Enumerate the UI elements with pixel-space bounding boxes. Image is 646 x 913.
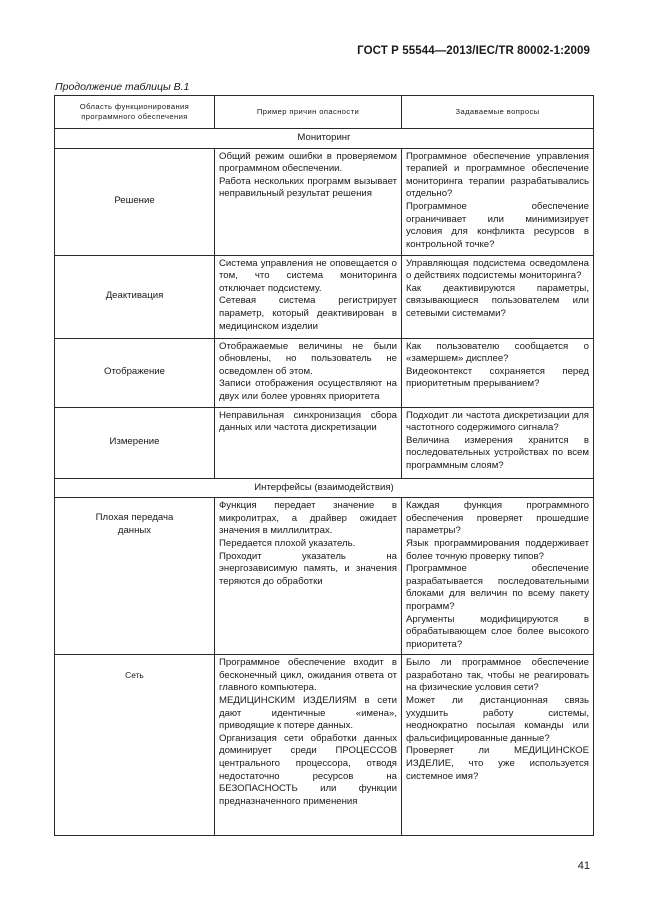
hazard-table	[54, 95, 594, 836]
question-cell	[402, 498, 594, 655]
cause-cell	[215, 655, 402, 836]
table-row	[55, 655, 594, 836]
column-header: Пример причин опасности	[215, 96, 402, 129]
column-header: Задаваемые вопросы	[402, 96, 594, 129]
cause-text: Отображаемые величины не были обновлены, но пользователь не осведомлен об этом.	[219, 340, 397, 377]
question-text: Как пользователю сообщается о «замершем» дисплее?	[406, 340, 589, 365]
question-text: Величина измерения хранится в последовательных устройствах по всем программным слоям?	[406, 434, 589, 471]
area-cell: Измерение	[55, 407, 215, 478]
cause-text: Передается плохой указатель.	[219, 537, 356, 549]
question-cell	[402, 338, 594, 407]
question-text: Подходит ли частота дискретизации для частотного содержимого сигнала?	[406, 409, 589, 434]
question-text: Программное обеспечение ограничивает или минимизирует условия для конфликта ресурсов в контрольной точке?	[406, 200, 589, 250]
cause-text: Система управления не оповещается о том, что система мониторинга отключает подсистему.	[219, 257, 397, 294]
standard-header: ГОСТ Р 55544—2013/IEC/TR 80002-1:2009	[357, 45, 590, 57]
question-text: Управляющая подсистема осведомлена о действиях подсистемы мониторинга?	[406, 257, 589, 282]
cause-text: Неправильная синхронизация сбора данных или частота дискретизации	[219, 409, 397, 434]
question-text: Может ли дистанционная связь ухудшить работу системы, неоднократно посылая команды или фальсифицированные данные?	[406, 695, 589, 744]
table-row	[55, 148, 594, 255]
cause-text: Проходит указатель на энергозависимую память, и значения теряются до обработки	[219, 550, 397, 587]
cause-cell	[215, 255, 402, 338]
table-row	[55, 498, 594, 655]
cause-cell	[215, 407, 402, 478]
cause-text: Записи отображения осуществляют на двух или более уровнях приоритета	[219, 378, 397, 402]
cause-cell	[215, 148, 402, 255]
cause-cell	[215, 338, 402, 407]
question-text: Аргументы модифицируются в обрабатывающем слое более высокого приоритета?	[406, 613, 589, 650]
question-text: Как деактивируются параметры, связывающиеся пользователем или сетевыми системами?	[406, 282, 589, 319]
question-text: Было ли программное обеспечение разработано так, чтобы не реагировать на физические условия сети?	[406, 657, 589, 694]
area-cell: Плохая передача данных	[55, 498, 215, 655]
question-cell	[402, 655, 594, 836]
section-title: Интерфейсы (взаимодействия)	[55, 478, 594, 498]
table-row	[55, 407, 594, 478]
cause-text: Работа нескольких программ вызывает неправильный результат решения	[219, 175, 397, 200]
question-text: Проверяет ли МЕДИЦИНСКОЕ ИЗДЕЛИЕ, что уже используется системное имя?	[406, 745, 589, 782]
cause-text: Программное обеспечение входит в бесконечный цикл, ожидания ответа от главного компьютера.	[219, 657, 397, 694]
area-cell: Решение	[55, 148, 215, 255]
question-text: Язык программирования поддерживает более точную проверку типов?	[406, 537, 589, 562]
area-cell: Отображение	[55, 338, 215, 407]
question-text: Видеоконтекст сохраняется перед приоритетным прерыванием?	[406, 365, 589, 390]
question-text: Программное обеспечение управления терапией и программное обеспечение мониторинга терапии разрабатывались отдельно?	[406, 150, 589, 200]
question-cell	[402, 407, 594, 478]
table-row	[55, 338, 594, 407]
table-row	[55, 255, 594, 338]
cause-text: Функция передает значение в микролитрах, а драйвер ожидает значения в миллилитрах.	[219, 500, 397, 537]
area-cell: Деактивация	[55, 255, 215, 338]
area-cell: Сеть	[55, 655, 215, 836]
column-header: Область функционирования программного обеспечения	[55, 96, 215, 129]
section-row	[55, 129, 594, 149]
cause-cell	[215, 498, 402, 655]
question-text: Каждая функция программного обеспечения проверяет прошедшие параметры?	[406, 500, 589, 537]
question-cell	[402, 255, 594, 338]
cause-text: Сетевая система регистрирует параметр, который деактивирован в медицинском изделии	[219, 295, 397, 332]
question-text: Программное обеспечение разрабатывается последовательными блоками для величин по всему пакету программ?	[406, 563, 589, 612]
cause-text: Общий режим ошибки в проверяемом программном обеспечении.	[219, 150, 397, 175]
question-cell	[402, 148, 594, 255]
table-header-row	[55, 96, 594, 129]
section-title: Мониторинг	[55, 129, 594, 149]
table-caption: Продолжение таблицы В.1	[55, 81, 190, 93]
cause-text: Организация сети обработки данных доминирует среди ПРОЦЕССОВ центрального процессора, отводя недостаточно ресурсов на БЕЗОПАСНОСТЬ или функции предназначенного применения	[219, 732, 397, 807]
table-body	[55, 96, 594, 836]
cause-text: МЕДИЦИНСКИМ ИЗДЕЛИЯМ в сети дают идентичные «имена», приводящие к потере данных.	[219, 695, 397, 732]
section-row	[55, 478, 594, 498]
page-number: 41	[577, 860, 590, 872]
